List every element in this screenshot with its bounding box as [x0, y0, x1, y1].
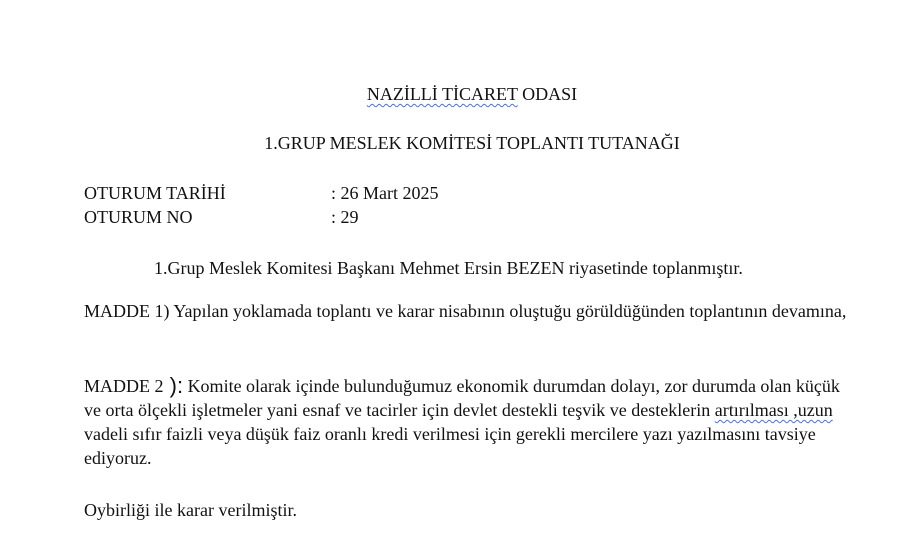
session-date-label: OTURUM TARİHİ [84, 183, 226, 203]
article-2-text-start: Komite olarak içinde bulunduğumuz ekonomik durumdan dolayı, zor durumda olan küçük ve orta ölçekli işletmeler yani esnaf ve tacirler için devlet destekli teşvik ve desteklerin [84, 376, 840, 420]
organization-name: NAZİLLİ TİCARET [366, 84, 518, 104]
decision-paragraph: Oybirliği ile karar verilmiştir. [84, 500, 297, 520]
organization-suffix: ODASI [517, 84, 578, 104]
organization-title [0, 85, 906, 103]
intro-paragraph: 1.Grup Meslek Komitesi Başkanı Mehmet Ersin BEZEN riyasetinde toplanmıştır. [154, 258, 743, 278]
session-number-value: : 29 [331, 207, 359, 227]
article-2-label: MADDE 2 [84, 376, 164, 396]
article-2-spellcheck-text: artırılması ,uzun [714, 400, 833, 420]
session-number-label: OTURUM NO [84, 207, 193, 227]
article-1-paragraph: MADDE 1) Yapılan yoklamada toplantı ve karar nisabının oluştuğu görüldüğünden toplantının devamına, [84, 301, 847, 321]
article-2-text-end: vadeli sıfır faizli veya düşük faiz oranlı kredi verilmesi için gerekli mercilere yazı yazılmasını tavsiye ediyoruz. [84, 424, 816, 468]
session-date-value: : 26 Mart 2025 [331, 183, 439, 203]
meeting-title: 1.GRUP MESLEK KOMİTESİ TOPLANTI TUTANAĞI [264, 133, 680, 153]
article-2-paren: ): [163, 373, 184, 398]
article-2-paragraph [84, 374, 861, 470]
